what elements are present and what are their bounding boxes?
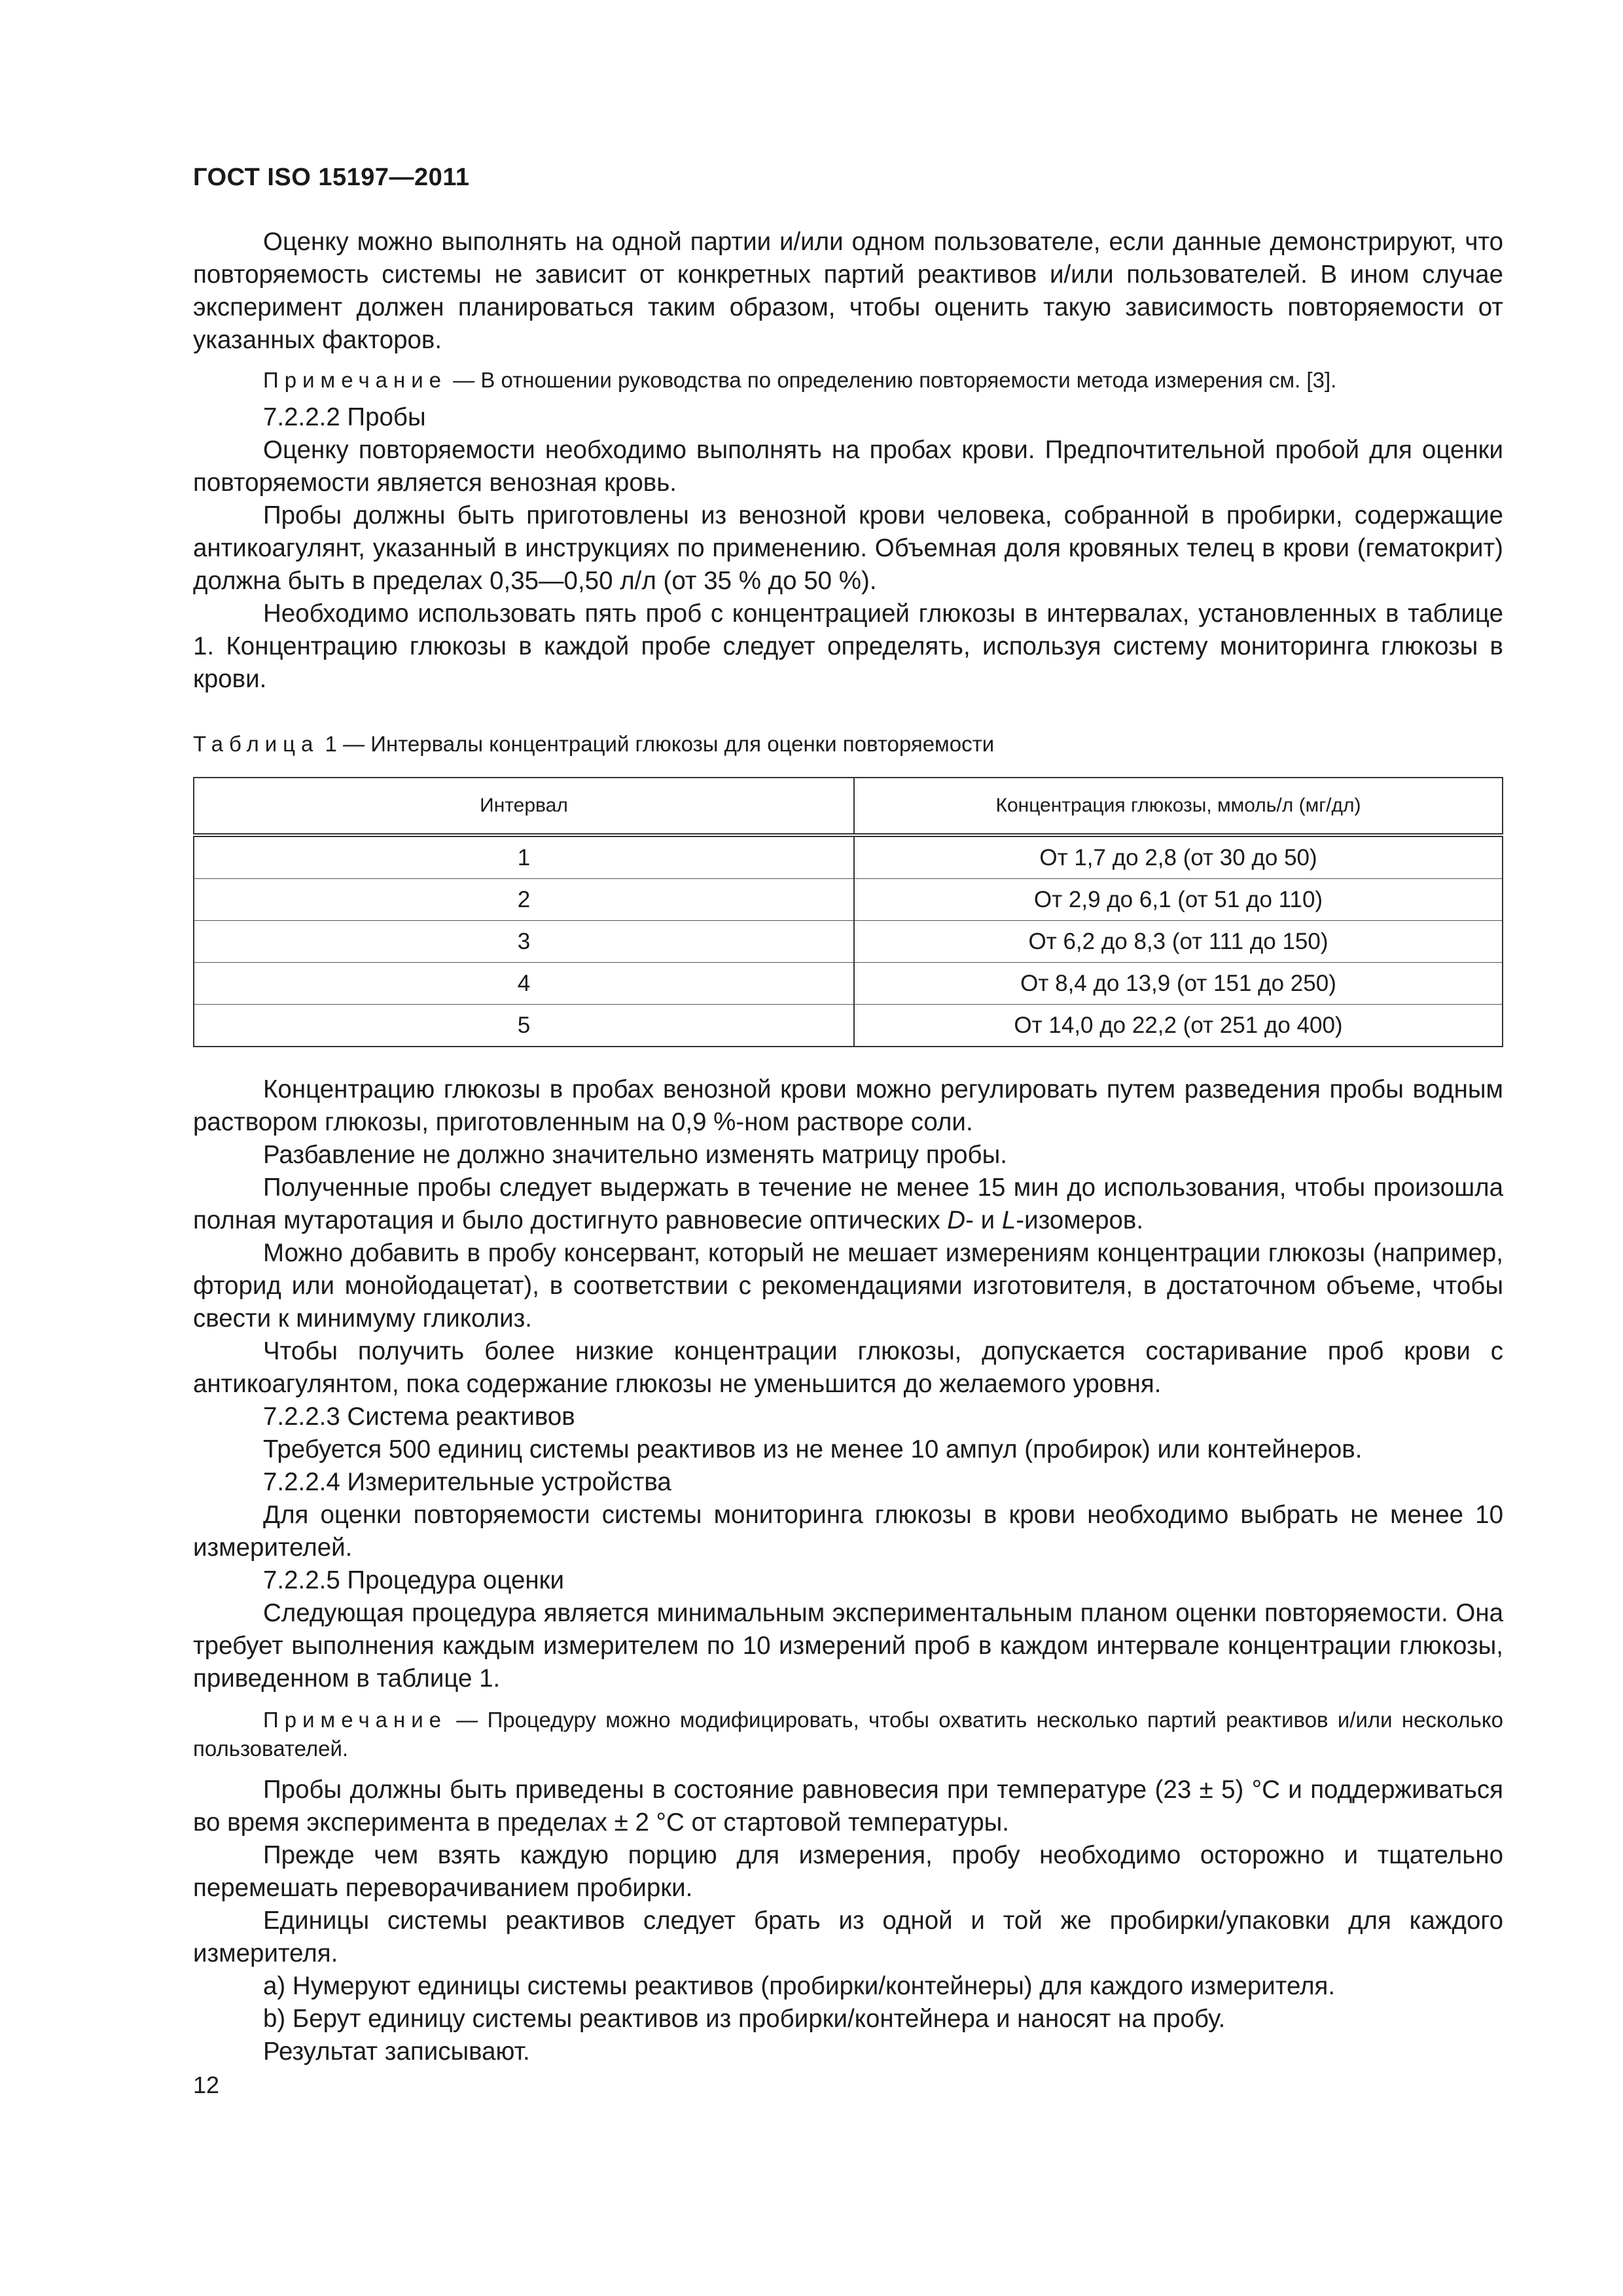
d-isomer-symbol: D bbox=[947, 1206, 966, 1234]
interval-cell: 4 bbox=[194, 963, 854, 1005]
paragraph: Прежде чем взять каждую порцию для измерения, пробу необходимо осторожно и тщательно перемешать переворачиванием пробирки. bbox=[193, 1841, 1503, 1902]
interval-cell: 5 bbox=[194, 1005, 854, 1047]
section-heading: 7.2.2.2 Пробы bbox=[263, 403, 426, 431]
bottom-text-block bbox=[193, 1073, 1503, 2068]
note-text: — В отношении руководства по определению повторяемости метода измерения см. [3]. bbox=[447, 368, 1337, 392]
paragraph: Можно добавить в пробу консервант, который не мешает измерениям концентрации глюкозы (например, фторид или монойодацетат), в соответствии с рекомендациями изготовителя, в достаточном объеме, чтобы свести к минимуму гликолиз. bbox=[193, 1239, 1503, 1333]
table-row bbox=[194, 921, 1503, 963]
note-text: — Процедуру можно модифицировать, чтобы охватить несколько партий реактивов и/или несколько пользователей. bbox=[193, 1708, 1503, 1761]
paragraph: Для оценки повторяемости системы мониторинга глюкозы в крови необходимо выбрать не менее 10 измерителей. bbox=[193, 1501, 1503, 1562]
paragraph: Пробы должны быть приготовлены из венозной крови человека, собранной в пробирки, содержащие антикоагулянт, указанный в инструкциях по применению. Объемная доля кровяных телец в крови (гематокрит) должна быть в пределах 0,35—0,50 л/л (от 35 % до 50 %). bbox=[193, 501, 1503, 595]
l-isomer-symbol: L bbox=[1001, 1206, 1016, 1234]
note-label: Примечание bbox=[263, 1708, 448, 1732]
paragraph: Чтобы получить более низкие концентрации глюкозы, допускается состаривание проб крови с антикоагулянтом, пока содержание глюкозы не уменьшится до желаемого уровня. bbox=[193, 1337, 1503, 1398]
table-header-row bbox=[194, 778, 1503, 835]
paragraph: Оценку повторяемости необходимо выполнять на пробах крови. Предпочтительной пробой для оценки повторяемости является венозная кровь. bbox=[193, 436, 1503, 497]
column-header-interval: Интервал bbox=[194, 778, 854, 835]
paragraph: Следующая процедура является минимальным экспериментальным планом оценки повторяемости. Она требует выполнения каждым измерителем по 10 измерений проб в каждом интервале концентрации глюкозы, приведенном в таблице 1. bbox=[193, 1599, 1503, 1693]
paragraph: Требуется 500 единиц системы реактивов из не менее 10 ампул (пробирок) или контейнеров. bbox=[263, 1435, 1363, 1463]
paragraph bbox=[193, 1172, 1503, 1237]
paragraph: Пробы должны быть приведены в состояние равновесия при температуре (23 ± 5) °С и поддерживаться во время эксперимента в пределах ± 2 °С от стартовой температуры. bbox=[193, 1776, 1503, 1837]
paragraph-part: - и bbox=[965, 1206, 1002, 1234]
table-row bbox=[194, 1005, 1503, 1047]
table-row bbox=[194, 963, 1503, 1005]
table-caption-text: 1 — Интервалы концентраций глюкозы для оценки повторяемости bbox=[319, 732, 995, 756]
page-number: 12 bbox=[193, 2072, 220, 2098]
paragraph: Единицы системы реактивов следует брать из одной и той же пробирки/упаковки для каждого измерителя. bbox=[193, 1907, 1503, 1967]
glucose-intervals-table bbox=[193, 777, 1503, 1047]
interval-cell: 1 bbox=[194, 835, 854, 879]
list-item-a: a) Нумеруют единицы системы реактивов (пробирки/контейнеры) для каждого измерителя. bbox=[263, 1972, 1336, 2000]
concentration-cell: От 8,4 до 13,9 (от 151 до 250) bbox=[854, 963, 1503, 1005]
paragraph-part: Полученные пробы следует выдержать в течение не менее 15 мин до использования, чтобы произошла полная мутаротация и было достигнуто равновесие оптических bbox=[193, 1174, 1503, 1234]
note-label: Примечание bbox=[263, 368, 448, 392]
section-heading: 7.2.2.4 Измерительные устройства bbox=[263, 1468, 671, 1496]
top-text-block bbox=[193, 226, 1503, 696]
table-caption bbox=[193, 732, 994, 757]
note bbox=[193, 366, 1503, 395]
note bbox=[193, 1706, 1503, 1763]
paragraph: Результат записывают. bbox=[263, 2037, 530, 2066]
concentration-cell: От 6,2 до 8,3 (от 111 до 150) bbox=[854, 921, 1503, 963]
interval-cell: 3 bbox=[194, 921, 854, 963]
paragraph-part: -изомеров. bbox=[1016, 1206, 1144, 1234]
concentration-cell: От 2,9 до 6,1 (от 51 до 110) bbox=[854, 879, 1503, 921]
paragraph: Концентрацию глюкозы в пробах венозной крови можно регулировать путем разведения пробы водным раствором глюкозы, приготовленным на 0,9 %-ном растворе соли. bbox=[193, 1075, 1503, 1136]
table-row bbox=[194, 879, 1503, 921]
table-caption-label: Таблица bbox=[193, 732, 319, 756]
column-header-concentration: Концентрация глюкозы, ммоль/л (мг/дл) bbox=[854, 778, 1503, 835]
paragraph: Оценку можно выполнять на одной партии и/или одном пользователе, если данные демонстрируют, что повторяемость системы не зависит от конкретных партий реактивов и/или пользователей. В ином случае эксперимент должен планироваться таким образом, чтобы оценить такую зависимость повторяемости от указанных факторов. bbox=[193, 228, 1503, 354]
section-heading: 7.2.2.5 Процедура оценки bbox=[263, 1566, 564, 1594]
concentration-cell: От 1,7 до 2,8 (от 30 до 50) bbox=[854, 835, 1503, 879]
paragraph: Необходимо использовать пять проб с концентрацией глюкозы в интервалах, установленных в таблице 1. Концентрацию глюкозы в каждой пробе следует определять, используя систему мониторинга глюкозы в крови. bbox=[193, 600, 1503, 693]
list-item-b: b) Берут единицу системы реактивов из пробирки/контейнера и наносят на пробу. bbox=[263, 2005, 1226, 2033]
table-row bbox=[194, 835, 1503, 879]
paragraph: Разбавление не должно значительно изменять матрицу пробы. bbox=[263, 1141, 1007, 1169]
concentration-cell: От 14,0 до 22,2 (от 251 до 400) bbox=[854, 1005, 1503, 1047]
document-header: ГОСТ ISO 15197—2011 bbox=[193, 164, 470, 191]
interval-cell: 2 bbox=[194, 879, 854, 921]
section-heading: 7.2.2.3 Система реактивов bbox=[263, 1403, 575, 1431]
